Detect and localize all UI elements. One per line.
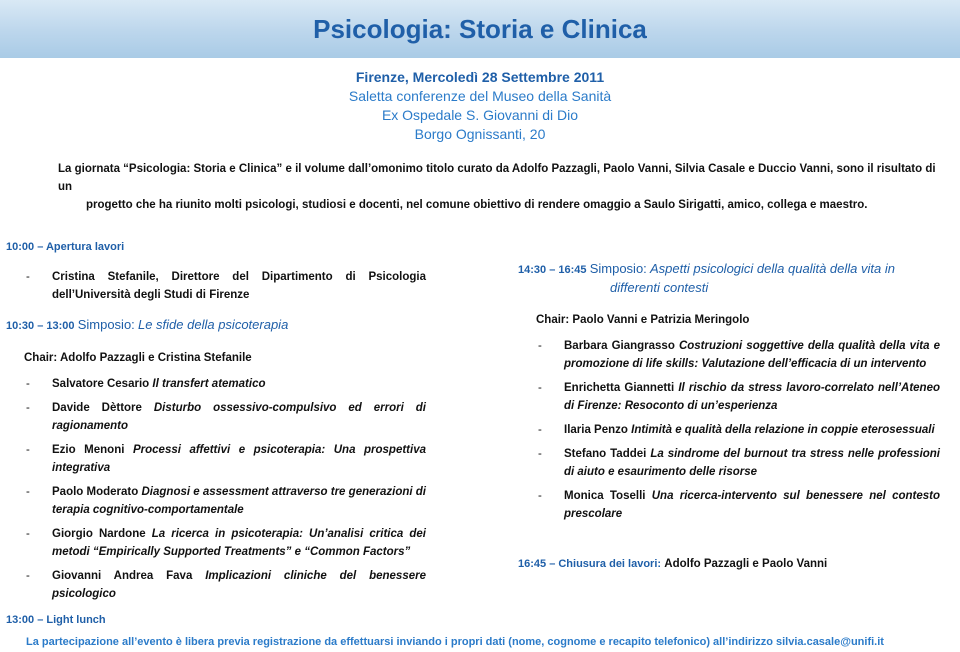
opening-speaker: Cristina Stefanile, Direttore del Dipartimento di Psicologia dell’Università degli Studi di Firenze (52, 271, 426, 301)
talk-title: Il transfert atematico (152, 378, 266, 390)
opening-time: 10:00 – Apertura lavori (6, 241, 125, 253)
symposium-2-chair: Chair: Paolo Vanni e Patrizia Meringolo (536, 314, 750, 326)
talk-speaker: Giorgio Nardone (52, 528, 146, 540)
talk-speaker: Salvatore Cesario (52, 378, 150, 390)
talk-item: - Barbara Giangrasso Costruzioni soggettive della qualità della vita e promozione di life skills: Valutazione dell’efficacia di un intervento (538, 340, 940, 370)
talk-item: - Salvatore Cesario Il transfert atematico (26, 378, 266, 390)
symposium-1-chair: Chair: Adolfo Pazzagli e Cristina Stefanile (24, 352, 252, 364)
talk-speaker: Giovanni Andrea Fava (52, 570, 193, 582)
symposium-2-time: 14:30 – 16:45 (518, 264, 587, 276)
talk-title: Disturbo ossessivo-compulsivo ed errori di ragionamento (52, 402, 426, 432)
venue-line-2: Ex Ospedale S. Giovanni di Dio (381, 107, 579, 123)
lunch-time: 13:00 – Light lunch (6, 614, 106, 626)
symposium-2-label: Simposio: (589, 261, 647, 276)
symposium-1-title: Le sfide della psicoterapia (137, 317, 289, 332)
talk-title: Processi affettivi e psicoterapia: Una prospettiva integrativa (52, 444, 426, 474)
talk-speaker: Ilaria Penzo (564, 424, 628, 436)
symposium-2-heading (518, 260, 940, 297)
talk-speaker: Enrichetta Giannetti (564, 382, 675, 394)
venue-line-3: Borgo Ognissanti, 20 (414, 126, 546, 142)
closing-time: 16:45 – Chiusura dei lavori: (518, 558, 662, 570)
talk-item: - Davide Dèttore Disturbo ossessivo-compulsivo ed errori di ragionamento (26, 402, 426, 432)
closing-line (518, 555, 940, 573)
venue-block (0, 68, 960, 144)
talk-item: - Paolo Moderato Diagnosi e assessment attraverso tre generazioni di terapia cognitivo-comportamentale (26, 486, 426, 516)
closing-names: Adolfo Pazzagli e Paolo Vanni (664, 558, 828, 570)
talk-title: Diagnosi e assessment attraverso tre generazioni di terapia cognitivo-comportamentale (52, 486, 426, 516)
symposium-1-label: Simposio: (77, 317, 135, 332)
talk-title: La sindrome del burnout tra stress nelle professioni di aiuto e esaurimento delle risorse (564, 448, 941, 478)
symposium-1-time: 10:30 – 13:00 (6, 320, 75, 332)
intro-paragraph (58, 160, 938, 214)
registration-note: La partecipazione all’evento è libera previa registrazione da effettuarsi inviando i propri dati (nome, cognome e recapito telefonico) all’indirizzo silvia.casale@unifi.it (26, 636, 884, 648)
bullet-dash: - (26, 271, 30, 283)
talk-speaker: Paolo Moderato (52, 486, 139, 498)
talk-item: - Enrichetta Giannetti Il rischio da stress lavoro-correlato nell’Ateneo di Firenze: Resoconto di un’esperienza (538, 382, 940, 412)
morning-program (6, 238, 426, 629)
symposium-2-title-line-1: Aspetti psicologici della qualità della vita in (649, 261, 895, 276)
talk-speaker: Barbara Giangrasso (564, 340, 675, 352)
talk-speaker: Stefano Taddei (564, 448, 647, 460)
talk-item: - Ilaria Penzo Intimità e qualità della relazione in coppie eterosessuali (538, 424, 935, 436)
intro-line-2: progetto che ha riunito molti psicologi, studiosi e docenti, nel comune obiettivo di rendere omaggio a Saulo Sirigatti, amico, collega e maestro. (86, 199, 868, 211)
intro-line-1: La giornata “Psicologia: Storia e Clinica” e il volume dall’omonimo titolo curato da Adolfo Pazzagli, Paolo Vanni, Silvia Casale e Duccio Vanni, sono il risultato di un (58, 163, 936, 193)
talk-speaker: Monica Toselli (564, 490, 646, 502)
talk-title: Costruzioni soggettive della qualità della vita e promozione di life skills: Valutazione dell’efficacia di un intervento (564, 340, 940, 370)
page-title: Psicologia: Storia e Clinica (313, 14, 647, 44)
talk-speaker: Davide Dèttore (52, 402, 142, 414)
title-banner (0, 0, 960, 58)
afternoon-program (518, 260, 940, 573)
talk-title: Il rischio da stress lavoro-correlato nell’Ateneo di Firenze: Resoconto di un’esperienza (564, 382, 940, 412)
talk-speaker: Ezio Menoni (52, 444, 125, 456)
talk-title: Una ricerca-intervento sul benessere nel contesto prescolare (564, 490, 941, 520)
talk-item: - Stefano Taddei La sindrome del burnout tra stress nelle professioni di aiuto e esaurimento delle risorse (538, 448, 941, 478)
event-date: Firenze, Mercoledì 28 Settembre 2011 (355, 69, 605, 85)
symposium-1-heading (6, 316, 426, 335)
opening-speaker-item (6, 268, 426, 304)
venue-line-1: Saletta conferenze del Museo della Sanità (348, 88, 612, 104)
talk-item: - Monica Toselli Una ricerca-intervento sul benessere nel contesto prescolare (538, 490, 941, 520)
talk-title: Implicazioni cliniche del benessere psicologico (52, 570, 426, 600)
talk-item: - Giovanni Andrea Fava Implicazioni cliniche del benessere psicologico (26, 570, 426, 600)
talk-item: - Giorgio Nardone La ricerca in psicoterapia: Un’analisi critica dei metodi “Empirically Supported Treatments” e “Common Factors” (26, 528, 426, 558)
talk-title: Intimità e qualità della relazione in coppie eterosessuali (631, 424, 935, 436)
talk-title: La ricerca in psicoterapia: Un’analisi critica dei metodi “Empirically Supported Treatments” e “Common Factors” (52, 528, 426, 558)
symposium-2-title-line-2: differenti contesti (610, 280, 709, 295)
talk-item: - Ezio Menoni Processi affettivi e psicoterapia: Una prospettiva integrativa (26, 444, 426, 474)
